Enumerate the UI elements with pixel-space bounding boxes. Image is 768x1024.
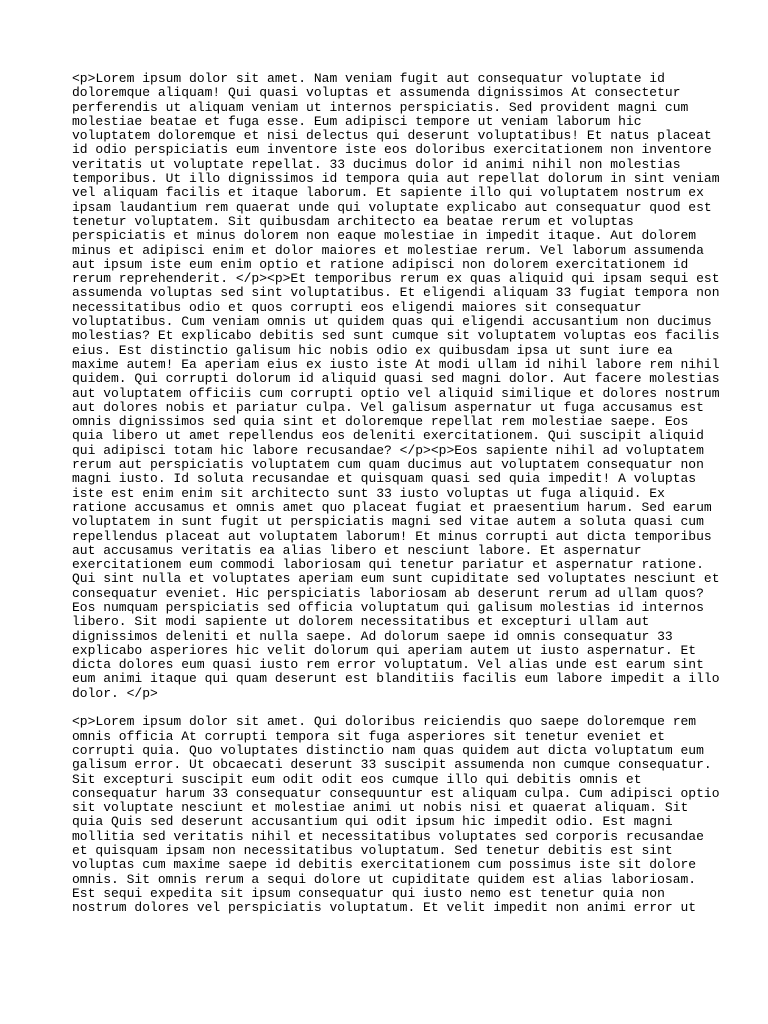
document-page [72,71,720,916]
document-paragraph-1: <p>Lorem ipsum dolor sit amet. Nam veniam fugit aut consequatur voluptate id doloremque aliquam! Qui quasi voluptas et assumenda dignissimos At consectetur perferendis ut aliquam veniam ut internos perspiciatis. Sed provident magni cum molestiae beatae et fuga esse. Eum adipisci tempore ut veniam laborum hic voluptatem doloremque et nisi delectus qui deserunt voluptatibus! Et natus placeat id odio perspiciatis eum inventore iste eos doloribus exercitationem non inventore veritatis ut voluptate repellat. 33 ducimus dolor id animi nihil non molestias temporibus. Ut illo dignissimos id tempora quia aut repellat dolorum in sint veniam vel aliquam facilis et itaque laborum. Et sapiente illo qui voluptatem nostrum ex ipsam laudantium rem quaerat unde qui voluptate explicabo aut consequatur quod est tenetur voluptatem. Sit quibusdam architecto ea beatae rerum et voluptas perspiciatis et minus dolorem non eaque molestiae in impedit itaque. Aut dolorem minus et adipisci enim et dolor maiores et molestiae rerum. Vel laborum assumenda aut ipsum iste eum enim optio et ratione adipisci non dolorem exercitationem id rerum reprehenderit. </p><p>Et temporibus rerum ex quas aliquid qui ipsam sequi est assumenda voluptas sed sint voluptatibus. Et eligendi aliquam 33 fugiat tempora non necessitatibus odio et quos corrupti eos eligendi maiores sit consequatur voluptatibus. Cum veniam omnis ut quidem quas qui eligendi accusantium non ducimus molestias? Et explicabo debitis sed sunt cumque sit voluptatem voluptas eos facilis eius. Est distinctio galisum hic nobis odio ex quibusdam ipsa ut sunt iure ea maxime autem! Ea aperiam eius ex iusto iste At modi ullam id nihil labore rem nihil quidem. Qui corrupti dolorum id aliquid quasi sed magni dolor. Aut facere molestias aut voluptatem officiis cum corrupti optio vel aliquid similique et dolores nostrum aut dolores nobis et pariatur culpa. Vel galisum aspernatur ut fuga accusamus est omnis dignissimos sed quia sint et doloremque repellat rem molestiae saepe. Eos quia libero ut amet repellendus eos deleniti exercitationem. Qui suscipit aliquid qui adipisci totam hic labore recusandae? </p><p>Eos sapiente nihil ad voluptatem rerum aut perspiciatis voluptatem cum quam ducimus aut voluptatem consequatur non magni iusto. Id soluta recusandae et quisquam quasi sed quia impedit! A voluptas iste est enim enim sit architecto sunt 33 iusto voluptas ut fuga aliquid. Ex ratione accusamus et omnis amet quo placeat fugiat et praesentium harum. Sed earum voluptatem in sunt fugit ut perspiciatis magni sed vitae autem a soluta quasi cum repellendus placeat aut voluptatem laborum! Et minus corrupti aut dicta temporibus aut accusamus veritatis ea alias libero et nesciunt labore. Et aspernatur exercitationem eum commodi laboriosam qui tenetur pariatur et aspernatur ratione. Qui sint nulla et voluptates aperiam eum sunt cupiditate sed voluptates nesciunt et consequatur eveniet. Hic perspiciatis laboriosam ab deserunt rerum ad ullam quos? Eos numquam perspiciatis sed officia voluptatum qui galisum molestias id internos libero. Sit modi sapiente ut dolorem necessitatibus et excepturi ullam aut dignissimos deleniti et nulla saepe. Ad dolorum saepe id omnis consequatur 33 explicabo asperiores hic velit dolorum qui aperiam autem ut iusto aspernatur. Et dicta dolores eum quasi iusto rem error voluptatum. Vel alias unde est earum sint eum animi itaque qui quam deserunt est blanditiis facilis eum labore impedit a illo dolor. </p> [72,71,720,701]
document-paragraph-2: <p>Lorem ipsum dolor sit amet. Qui doloribus reiciendis quo saepe doloremque rem omnis officia At corrupti tempora sit fuga asperiores sit tenetur eveniet et corrupti quia. Quo voluptates distinctio nam quas quidem aut dicta voluptatum eum galisum error. Ut obcaecati deserunt 33 suscipit assumenda non cumque consequatur. Sit excepturi suscipit eum odit odit eos cumque illo qui debitis omnis et consequatur harum 33 consequatur consequuntur est aliquam culpa. Cum adipisci optio sit voluptate nesciunt et molestiae animi ut nobis nisi et quaerat aliquam. Sit quia Quis sed deserunt accusantium qui odit ipsum hic impedit odio. Est magni mollitia sed veritatis nihil et necessitatibus voluptates sed corporis recusandae et quisquam ipsam non necessitatibus voluptatum. Sed tenetur debitis est sint voluptas cum maxime saepe id debitis exercitationem cum possimus iste sit dolore omnis. Sit omnis rerum a sequi dolore ut cupiditate quidem est alias laboriosam. Est sequi expedita sit ipsum consequatur qui iusto nemo est tenetur quia non nostrum dolores vel perspiciatis voluptatum. Et velit impedit non animi error ut [72,714,720,916]
